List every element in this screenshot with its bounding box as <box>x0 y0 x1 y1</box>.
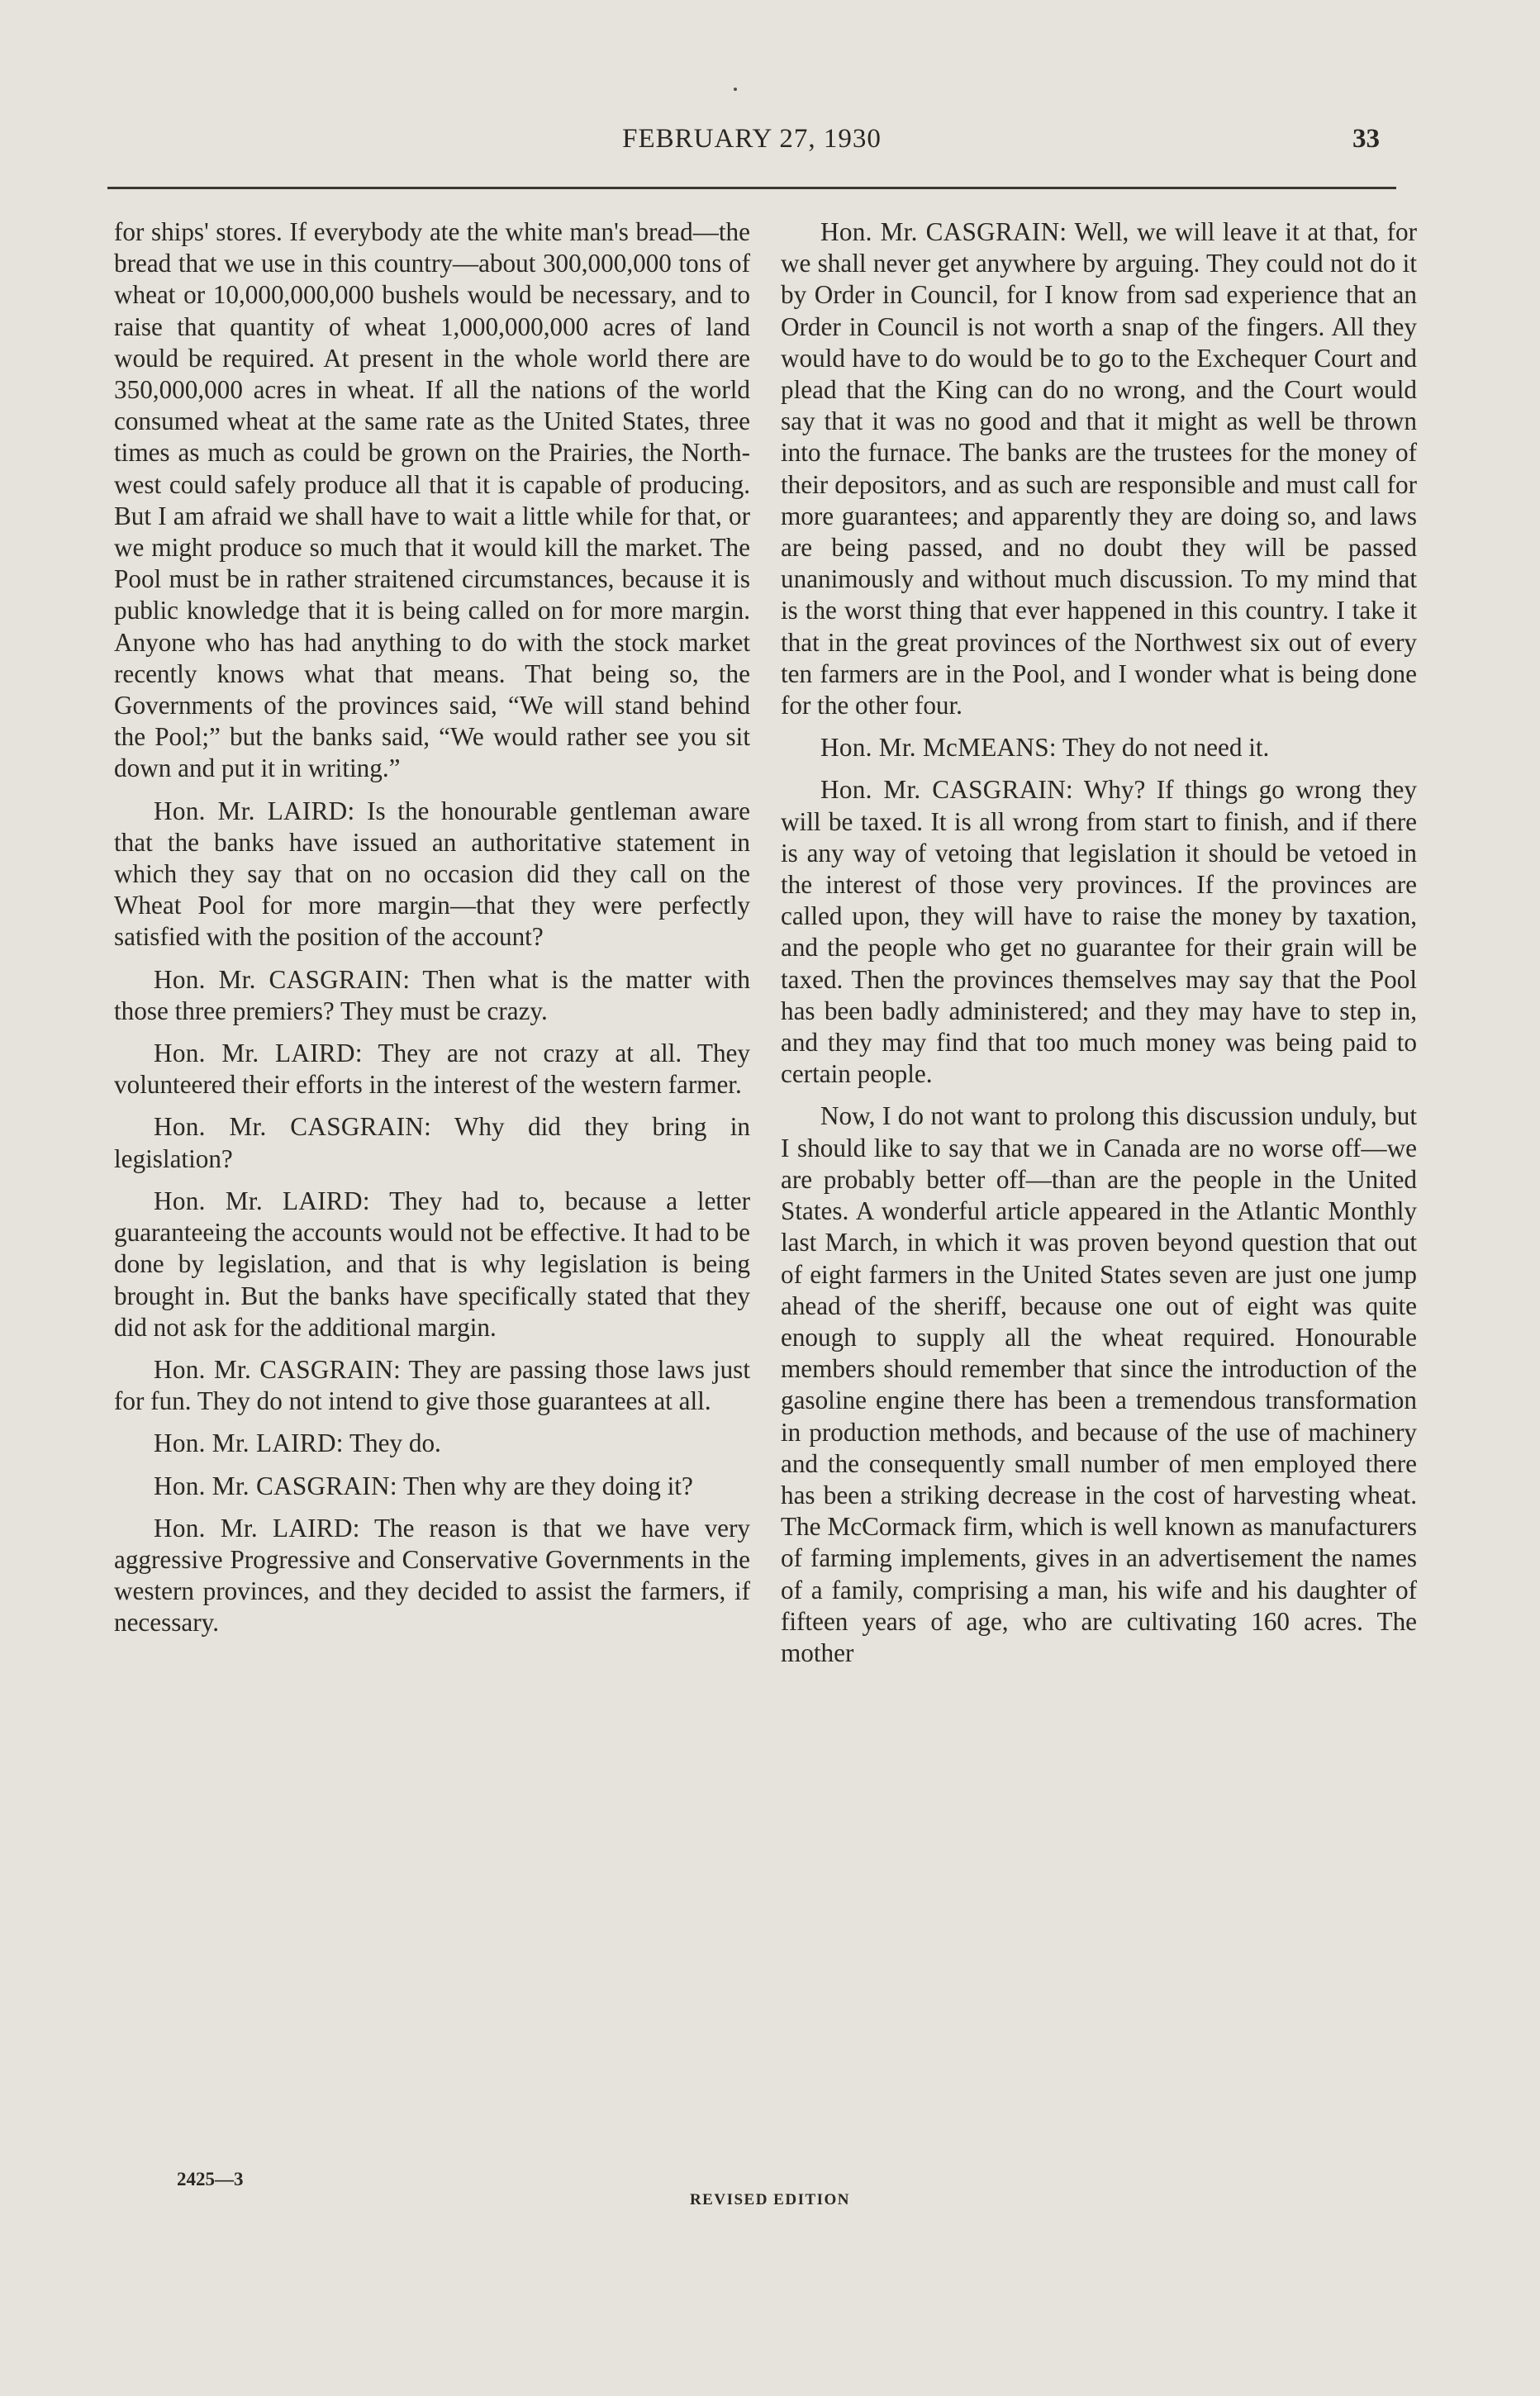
paragraph-text: They are passing those laws just for fun. They do not intend to give those guarantees at all. <box>114 1354 750 1416</box>
paragraph-text: Now, I do not want to prolong this discussion unduly, but I should like to say that we in Canada are no worse off—we are probably better off—than are the people in the United States. A wonderful article appeared in the Atlantic Monthly last March, in which it was proven beyond question that out of eight farmers in the United States seven are just one jump ahead of the sheriff, because one out of eight was quite enough to supply all the wheat required. Honourable members should remember that since the introduction of the gasoline engine there has been a tremendous transformation in production methods, and because of the use of machinery and the consequently small number of men employed there has been a striking decrease in the cost of harvesting wheat. The McCormack firm, which is well known as manufacturers of farming implements, gives in an advertisement the names of a family, comprising a man, his wife and his daughter of fifteen years of age, who are cultivating 160 acres. The mother <box>781 1101 1417 1667</box>
paragraph-text: Why did they bring in legislation? <box>114 1112 750 1173</box>
left-column <box>114 216 750 1639</box>
page-number: 33 <box>1352 124 1380 154</box>
speaker-name: Hon. Mr. LAIRD: <box>154 1429 344 1458</box>
paragraph <box>781 732 1417 763</box>
paragraph-text: for ships' stores. If everybody ate the white man's bread—the bread that we use in this country—about 300,000,000 tons of wheat or 10,000,000,000 bushels would be necessary, and to raise that quantity of wheat 1,000,000,000 acres of land would be required. At present in the whole world there are 350,000,000 acres in wheat. If all the nations of the world consumed wheat at the same rate as the United States, three times as much as could be grown on the Prairies, the North-west could safely produce all that it is capable of producing. But I am afraid we shall have to wait a little while for that, or we might produce so much that it would kill the market. The Pool must be in rather straitened circumstances, because it is public knowledge that it is being called on for more margin. Anyone who has had anything to do with the stock market recently knows what that means. That being so, the Governments of the provinces said, “We will stand behind the Pool;” but the banks said, “We would rather see you sit down and put it in writing.” <box>114 217 750 783</box>
paragraph <box>114 1513 750 1639</box>
speaker-name: Hon. Mr. LAIRD: <box>154 1039 363 1068</box>
speaker-name: Hon. Mr. CASGRAIN: <box>820 775 1074 805</box>
footer-code: 2425—3 <box>177 2169 244 2189</box>
footer-edition: REVISED EDITION <box>689 2191 851 2208</box>
paragraph-text: Then why are they doing it? <box>397 1471 693 1500</box>
paragraph-text: They do. <box>343 1429 441 1458</box>
speaker-name: Hon. Mr. CASGRAIN: <box>154 1471 397 1500</box>
paragraph <box>114 796 750 953</box>
header-date: FEBRUARY 27, 1930 <box>622 124 882 154</box>
speaker-name: Hon. Mr. CASGRAIN: <box>820 217 1067 246</box>
header-rule <box>107 187 1396 189</box>
paragraph <box>781 1101 1417 1669</box>
paragraph <box>114 1186 750 1343</box>
right-column <box>781 216 1417 1669</box>
paragraph <box>114 964 750 1027</box>
print-speck <box>734 88 737 91</box>
paragraph <box>114 1111 750 1174</box>
paragraph-text: Why? If things go wrong they will be taxed. It is all wrong from start to finish, and if there is any way of vetoing that legislation it should be vetoed in the interest of those very provinces. If the provinces are called upon, they will have to raise the money by taxation, and the people who get no guarantee for their grain will be taxed. Then the provinces themselves may say that the Pool has been badly administered; and they may have to step in, and they may find that too much money was being paid to certain people. <box>781 775 1417 1089</box>
speaker-name: Hon. Mr. McMEANS: <box>820 733 1057 763</box>
paragraph <box>114 1471 750 1502</box>
speaker-name: Hon. Mr. LAIRD: <box>154 796 355 825</box>
paragraph <box>781 216 1417 721</box>
page-header <box>107 124 1396 174</box>
speaker-name: Hon. Mr. CASGRAIN: <box>154 1112 432 1142</box>
paragraph-text: Well, we will leave it at that, for we shall never get anywhere by arguing. They could not do it by Order in Council, for I know from sad experience that an Order in Council is not worth a snap of the fingers. All they would have to do would be to go to the Exchequer Court and plead that the King can do no wrong, and the Court would say that it was no good and that it might as well be thrown into the furnace. The banks are the trustees for the money of their depositors, and as such are responsible and must call for more guarantees; and apparently they are doing so, and laws are being passed, and no doubt they will be passed unanimously and without much discussion. To my mind that is the worst thing that ever happened in this country. I take it that in the great provinces of the Northwest six out of every ten farmers are in the Pool, and I wonder what is being done for the other four. <box>781 217 1417 720</box>
paragraph-text: They had to, because a letter guaranteeing the accounts would not be effective. It had to be done by legislation, and that is why legislation is being brought in. But the banks have specifically stated that they did not ask for the additional margin. <box>114 1186 750 1342</box>
paragraph-text: Is the honourable gentleman aware that the banks have issued an authoritative statement in which they say that on no occasion did they call on the Wheat Pool for more margin—that they were perfectly satisfied with the position of the account? <box>114 796 750 952</box>
paragraph-text: Then what is the matter with those three premiers? They must be crazy. <box>114 964 750 1025</box>
paragraph <box>114 1038 750 1101</box>
paragraph <box>114 216 750 785</box>
speaker-name: Hon. Mr. CASGRAIN: <box>154 964 411 994</box>
speaker-name: Hon. Mr. LAIRD: <box>154 1513 360 1543</box>
paragraph <box>114 1428 750 1459</box>
speaker-name: Hon. Mr. CASGRAIN: <box>154 1354 402 1384</box>
paragraph-text: They do not need it. <box>1056 733 1270 763</box>
paragraph <box>781 774 1417 1090</box>
speaker-name: Hon. Mr. LAIRD: <box>154 1186 370 1215</box>
paragraph <box>114 1354 750 1417</box>
paragraph-text: They are not crazy at all. They volunteered their efforts in the interest of the western farmer. <box>114 1039 750 1100</box>
paragraph-text: The reason is that we have very aggressive Progressive and Conservative Governments in the western provinces, and they decided to assist the farmers, if necessary. <box>114 1513 750 1638</box>
